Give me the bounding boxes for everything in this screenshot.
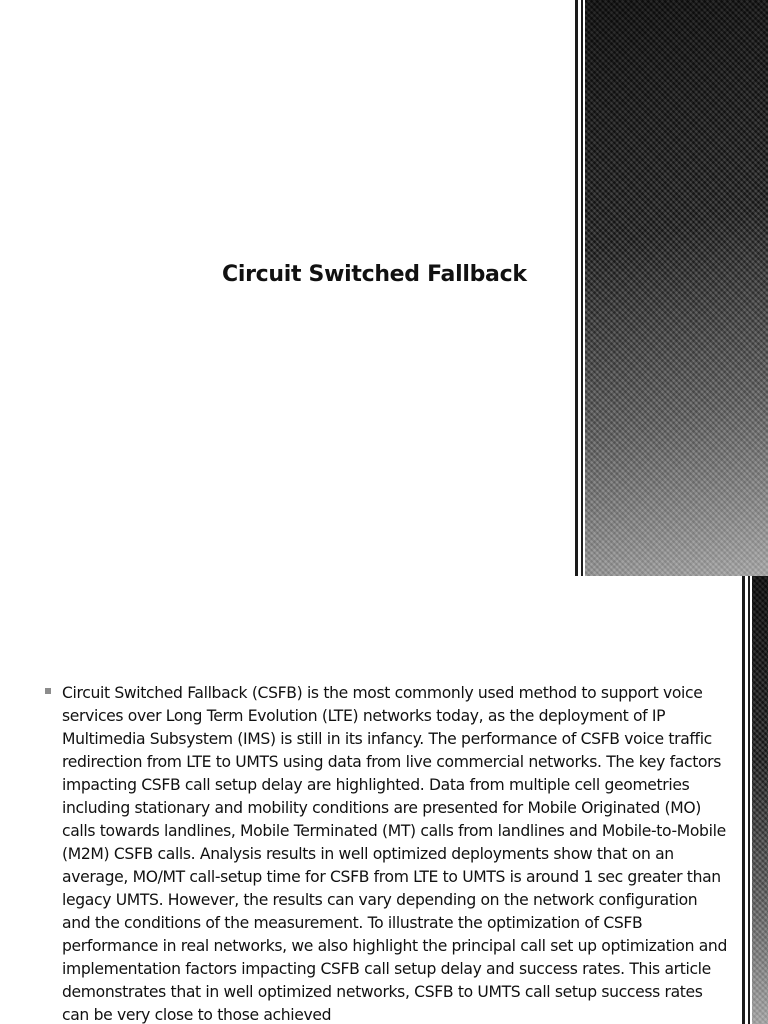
square-bullet-icon	[45, 688, 51, 694]
panel-edge-line	[748, 576, 750, 1024]
panel-edge-line	[581, 0, 583, 576]
panel-edge-line	[575, 0, 578, 576]
carbon-fiber-side-panel	[752, 576, 768, 1024]
bullet-item	[45, 682, 735, 1024]
panel-edge-line	[742, 576, 745, 1024]
carbon-fiber-side-panel	[585, 0, 768, 576]
bullet-text: Circuit Switched Fallback (CSFB) is the most commonly used method to support voice services over Long Term Evolution (LTE) networks today, as the deployment of IP Multimedia Subsystem (IMS) is still in its infancy. The performance of CSFB voice traffic redirection from LTE to UMTS using data from live commercial networks. The key factors impacting CSFB call setup delay are highlighted. Data from multiple cell geometries including stationary and mobility conditions are presented for Mobile Originated (MO) calls towards landlines, Mobile Terminated (MT) calls from landlines and Mobile-to-Mobile (M2M) CSFB calls. Analysis results in well optimized deployments show that on an average, MO/MT call-setup time for CSFB from LTE to UMTS is around 1 sec greater than legacy UMTS. However, the results can vary depending on the network configuration and the conditions of the measurement. To illustrate the optimization of CSFB performance in real networks, we also highlight the principal call set up optimization and implementation factors impacting CSFB call setup delay and success rates. This article demonstrates that in well optimized networks, CSFB to UMTS call setup success rates can be very close to those achieved	[62, 684, 728, 1024]
slide-title: Circuit Switched Fallback	[222, 262, 527, 287]
content-slide	[0, 576, 768, 1024]
